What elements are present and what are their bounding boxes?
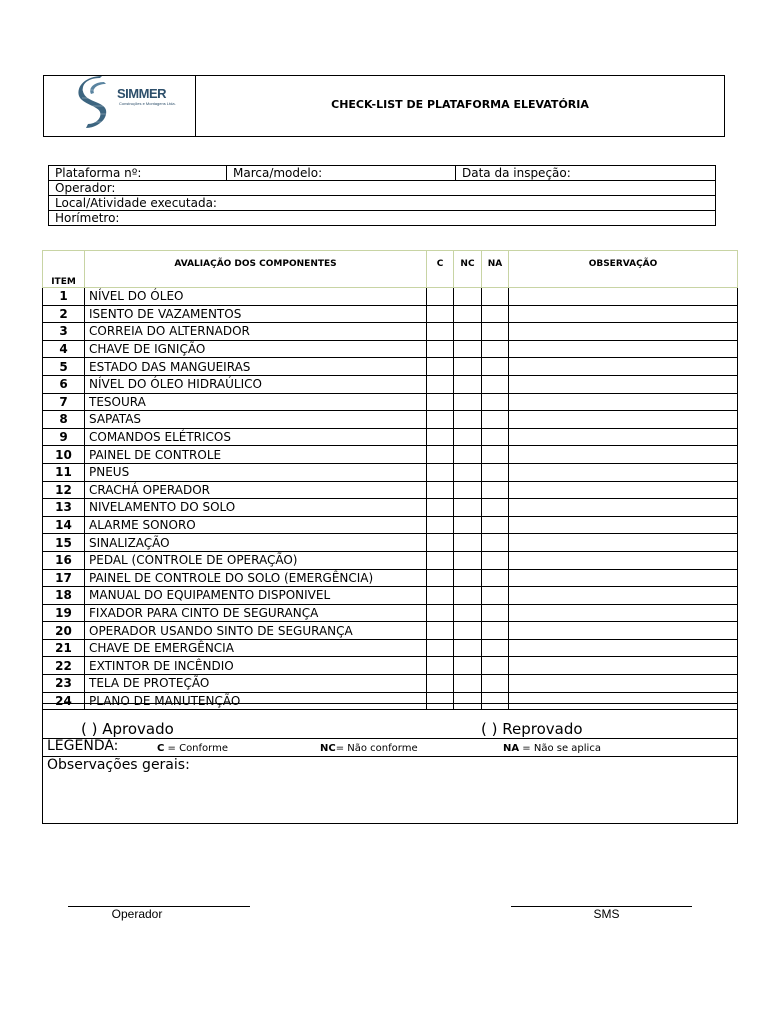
nao-conforme-cell[interactable]: [454, 639, 482, 657]
conforme-cell[interactable]: [427, 446, 454, 464]
conforme-cell[interactable]: [427, 604, 454, 622]
nao-se-aplica-cell[interactable]: [482, 375, 509, 393]
item-number: 6: [43, 375, 85, 393]
component-name: PEDAL (CONTROLE DE OPERAÇÃO): [85, 551, 427, 569]
component-name: SINALIZAÇÃO: [85, 534, 427, 552]
table-row: [43, 288, 738, 306]
table-row: [43, 393, 738, 411]
table-row: [43, 411, 738, 429]
nao-se-aplica-cell[interactable]: [482, 551, 509, 569]
item-number: 13: [43, 499, 85, 517]
nao-se-aplica-cell[interactable]: [482, 569, 509, 587]
nao-conforme-cell[interactable]: [454, 657, 482, 675]
conforme-cell[interactable]: [427, 657, 454, 675]
info-row: [49, 196, 716, 211]
item-number: 19: [43, 604, 85, 622]
component-name: ALARME SONORO: [85, 516, 427, 534]
marca-modelo-field[interactable]: Marca/modelo:: [227, 166, 456, 181]
nao-conforme-cell[interactable]: [454, 305, 482, 323]
table-row: [43, 428, 738, 446]
conforme-cell[interactable]: [427, 393, 454, 411]
nao-se-aplica-cell[interactable]: [482, 534, 509, 552]
observacao-cell[interactable]: [509, 534, 738, 552]
header-na: NA: [482, 251, 509, 288]
nao-se-aplica-cell[interactable]: [482, 446, 509, 464]
conforme-cell[interactable]: [427, 534, 454, 552]
table-header-row: [43, 251, 738, 288]
nao-conforme-cell[interactable]: [454, 675, 482, 693]
legend-na-key: NA: [503, 743, 520, 754]
operador-field[interactable]: Operador:: [49, 181, 716, 196]
component-name: CHAVE DE EMERGÊNCIA: [85, 639, 427, 657]
item-number: 24: [43, 692, 85, 710]
nao-conforme-cell[interactable]: [454, 481, 482, 499]
item-number: 11: [43, 463, 85, 481]
nao-se-aplica-cell[interactable]: [482, 587, 509, 605]
nao-conforme-cell[interactable]: [454, 340, 482, 358]
item-number: 5: [43, 358, 85, 376]
nao-se-aplica-cell[interactable]: [482, 288, 509, 306]
nao-se-aplica-cell[interactable]: [482, 675, 509, 693]
nao-se-aplica-cell[interactable]: [482, 411, 509, 429]
observacao-cell[interactable]: [509, 675, 738, 693]
component-name: CORREIA DO ALTERNADOR: [85, 323, 427, 341]
table-row: [43, 604, 738, 622]
observacao-cell[interactable]: [509, 428, 738, 446]
observacao-cell[interactable]: [509, 411, 738, 429]
conforme-cell[interactable]: [427, 411, 454, 429]
table-row: [43, 587, 738, 605]
conforme-cell[interactable]: [427, 288, 454, 306]
table-row: [43, 534, 738, 552]
item-number: 14: [43, 516, 85, 534]
sms-signature-label: SMS: [593, 907, 620, 921]
nao-conforme-cell[interactable]: [454, 499, 482, 517]
item-number: 16: [43, 551, 85, 569]
nao-conforme-cell[interactable]: [454, 534, 482, 552]
nao-se-aplica-cell[interactable]: [482, 463, 509, 481]
legend-nao-conforme: [320, 743, 418, 754]
approval-row: [43, 704, 737, 739]
conforme-cell[interactable]: [427, 622, 454, 640]
observacao-cell[interactable]: [509, 463, 738, 481]
item-number: 7: [43, 393, 85, 411]
nao-se-aplica-cell[interactable]: [482, 657, 509, 675]
observacao-cell[interactable]: [509, 604, 738, 622]
legend-nc-text: = Não conforme: [335, 743, 418, 754]
legend-c-key: C: [157, 743, 165, 754]
legend-conforme: [157, 743, 228, 754]
observacao-cell[interactable]: [509, 516, 738, 534]
component-name: OPERADOR USANDO SINTO DE SEGURANÇA: [85, 622, 427, 640]
component-name: ESTADO DAS MANGUEIRAS: [85, 358, 427, 376]
observacao-cell[interactable]: [509, 657, 738, 675]
reprovado-option[interactable]: ( ) Reprovado: [481, 720, 583, 738]
evaluation-summary-box: [42, 703, 738, 824]
component-name: EXTINTOR DE INCÊNDIO: [85, 657, 427, 675]
nao-conforme-cell[interactable]: [454, 446, 482, 464]
observacao-cell[interactable]: [509, 446, 738, 464]
nao-se-aplica-cell[interactable]: [482, 428, 509, 446]
conforme-cell[interactable]: [427, 587, 454, 605]
item-number: 18: [43, 587, 85, 605]
item-number: 1: [43, 288, 85, 306]
observacao-cell[interactable]: [509, 481, 738, 499]
table-row: [43, 481, 738, 499]
legend-row: [43, 738, 737, 757]
table-row: [43, 446, 738, 464]
nao-conforme-cell[interactable]: [454, 411, 482, 429]
component-name: MANUAL DO EQUIPAMENTO DISPONIVEL: [85, 587, 427, 605]
observacao-cell[interactable]: [509, 622, 738, 640]
conforme-cell[interactable]: [427, 675, 454, 693]
header-item: ITEM: [43, 251, 85, 288]
item-number: 10: [43, 446, 85, 464]
aprovado-option[interactable]: ( ) Aprovado: [81, 720, 174, 738]
conforme-cell[interactable]: [427, 516, 454, 534]
table-row: [43, 499, 738, 517]
conforme-cell[interactable]: [427, 428, 454, 446]
nao-conforme-cell[interactable]: [454, 551, 482, 569]
table-row: [43, 305, 738, 323]
nao-conforme-cell[interactable]: [454, 393, 482, 411]
component-name: ISENTO DE VAZAMENTOS: [85, 305, 427, 323]
conforme-cell[interactable]: [427, 375, 454, 393]
component-name: CRACHÁ OPERADOR: [85, 481, 427, 499]
inspection-info-table: [48, 165, 716, 226]
info-row: [49, 166, 716, 181]
item-number: 3: [43, 323, 85, 341]
observacao-cell[interactable]: [509, 323, 738, 341]
table-row: [43, 657, 738, 675]
info-row: [49, 181, 716, 196]
observacoes-gerais-field[interactable]: Observações gerais:: [47, 757, 190, 773]
nao-se-aplica-cell[interactable]: [482, 622, 509, 640]
nao-conforme-cell[interactable]: [454, 622, 482, 640]
component-name: PLANO DE MANUTENÇÃO: [85, 692, 427, 710]
item-number: 9: [43, 428, 85, 446]
item-number: 20: [43, 622, 85, 640]
conforme-cell[interactable]: [427, 569, 454, 587]
table-row: [43, 323, 738, 341]
component-name: NÍVEL DO ÓLEO HIDRAÚLICO: [85, 375, 427, 393]
conforme-cell[interactable]: [427, 305, 454, 323]
component-name: NÍVEL DO ÓLEO: [85, 288, 427, 306]
component-name: COMANDOS ELÉTRICOS: [85, 428, 427, 446]
info-row: [49, 211, 716, 226]
table-row: [43, 569, 738, 587]
item-number: 2: [43, 305, 85, 323]
conforme-cell[interactable]: [427, 463, 454, 481]
nao-se-aplica-cell[interactable]: [482, 639, 509, 657]
nao-se-aplica-cell[interactable]: [482, 305, 509, 323]
header-avaliacao: AVALIAÇÃO DOS COMPONENTES: [85, 251, 427, 288]
nao-conforme-cell[interactable]: [454, 375, 482, 393]
observacao-cell[interactable]: [509, 288, 738, 306]
observacao-cell[interactable]: [509, 569, 738, 587]
conforme-cell[interactable]: [427, 358, 454, 376]
component-name: SAPATAS: [85, 411, 427, 429]
item-number: 8: [43, 411, 85, 429]
component-name: PAINEL DE CONTROLE DO SOLO (EMERGÊNCIA): [85, 569, 427, 587]
observacao-cell[interactable]: [509, 358, 738, 376]
table-row: [43, 551, 738, 569]
nao-se-aplica-cell[interactable]: [482, 393, 509, 411]
item-number: 4: [43, 340, 85, 358]
nao-conforme-cell[interactable]: [454, 358, 482, 376]
logo-cell: [44, 76, 196, 136]
table-row: [43, 375, 738, 393]
item-number: 22: [43, 657, 85, 675]
legend-nao-se-aplica: [503, 743, 601, 754]
table-row: [43, 639, 738, 657]
logo-tagline: Construções e Montagens Ltda.: [119, 101, 176, 106]
table-row: [43, 463, 738, 481]
legend-label: LEGENDA:: [47, 738, 119, 754]
legend-c-text: = Conforme: [164, 743, 228, 754]
nao-conforme-cell[interactable]: [454, 604, 482, 622]
nao-conforme-cell[interactable]: [454, 569, 482, 587]
item-number: 17: [43, 569, 85, 587]
observacao-cell[interactable]: [509, 499, 738, 517]
header-c: C: [427, 251, 454, 288]
table-row: [43, 622, 738, 640]
nao-conforme-cell[interactable]: [454, 323, 482, 341]
item-number: 15: [43, 534, 85, 552]
nao-se-aplica-cell[interactable]: [482, 323, 509, 341]
document-header: [43, 75, 725, 137]
nao-se-aplica-cell[interactable]: [482, 340, 509, 358]
conforme-cell[interactable]: [427, 481, 454, 499]
table-row: [43, 340, 738, 358]
nao-conforme-cell[interactable]: [454, 587, 482, 605]
logo-wordmark: SIMMER: [117, 86, 166, 101]
table-row: [43, 675, 738, 693]
observacao-cell[interactable]: [509, 551, 738, 569]
observacao-cell[interactable]: [509, 375, 738, 393]
simmer-logo-icon: [74, 76, 118, 132]
horimetro-field[interactable]: Horímetro:: [49, 211, 716, 226]
component-name: PNEUS: [85, 463, 427, 481]
operador-signature-label: Operador: [111, 907, 163, 921]
item-number: 12: [43, 481, 85, 499]
header-nc: NC: [454, 251, 482, 288]
legend-nc-key: NC: [320, 743, 336, 754]
component-name: TESOURA: [85, 393, 427, 411]
observacao-cell[interactable]: [509, 305, 738, 323]
component-name: PAINEL DE CONTROLE: [85, 446, 427, 464]
observacao-cell[interactable]: [509, 340, 738, 358]
table-row: [43, 516, 738, 534]
nao-conforme-cell[interactable]: [454, 428, 482, 446]
conforme-cell[interactable]: [427, 551, 454, 569]
observacao-cell[interactable]: [509, 587, 738, 605]
conforme-cell[interactable]: [427, 499, 454, 517]
nao-se-aplica-cell[interactable]: [482, 358, 509, 376]
conforme-cell[interactable]: [427, 323, 454, 341]
local-atividade-field[interactable]: Local/Atividade executada:: [49, 196, 716, 211]
data-inspecao-field[interactable]: Data da inspeção:: [456, 166, 716, 181]
nao-se-aplica-cell[interactable]: [482, 499, 509, 517]
components-table-body: [43, 288, 738, 710]
observacao-cell[interactable]: [509, 393, 738, 411]
nao-se-aplica-cell[interactable]: [482, 516, 509, 534]
component-name: NIVELAMENTO DO SOLO: [85, 499, 427, 517]
conforme-cell[interactable]: [427, 340, 454, 358]
plataforma-field[interactable]: Plataforma nº:: [49, 166, 227, 181]
component-name: CHAVE DE IGNIÇÃO: [85, 340, 427, 358]
legend-na-text: = Não se aplica: [519, 743, 601, 754]
table-row: [43, 358, 738, 376]
item-number: 21: [43, 639, 85, 657]
conforme-cell[interactable]: [427, 639, 454, 657]
components-table: [42, 250, 738, 710]
nao-se-aplica-cell[interactable]: [482, 604, 509, 622]
observacao-cell[interactable]: [509, 639, 738, 657]
nao-conforme-cell[interactable]: [454, 463, 482, 481]
component-name: TELA DE PROTEÇÃO: [85, 675, 427, 693]
nao-conforme-cell[interactable]: [454, 288, 482, 306]
item-number: 23: [43, 675, 85, 693]
component-name: FIXADOR PARA CINTO DE SEGURANÇA: [85, 604, 427, 622]
document-title: CHECK-LIST DE PLATAFORMA ELEVATÓRIA: [331, 98, 589, 111]
nao-conforme-cell[interactable]: [454, 516, 482, 534]
header-observacao: OBSERVAÇÃO: [509, 251, 738, 288]
nao-se-aplica-cell[interactable]: [482, 481, 509, 499]
